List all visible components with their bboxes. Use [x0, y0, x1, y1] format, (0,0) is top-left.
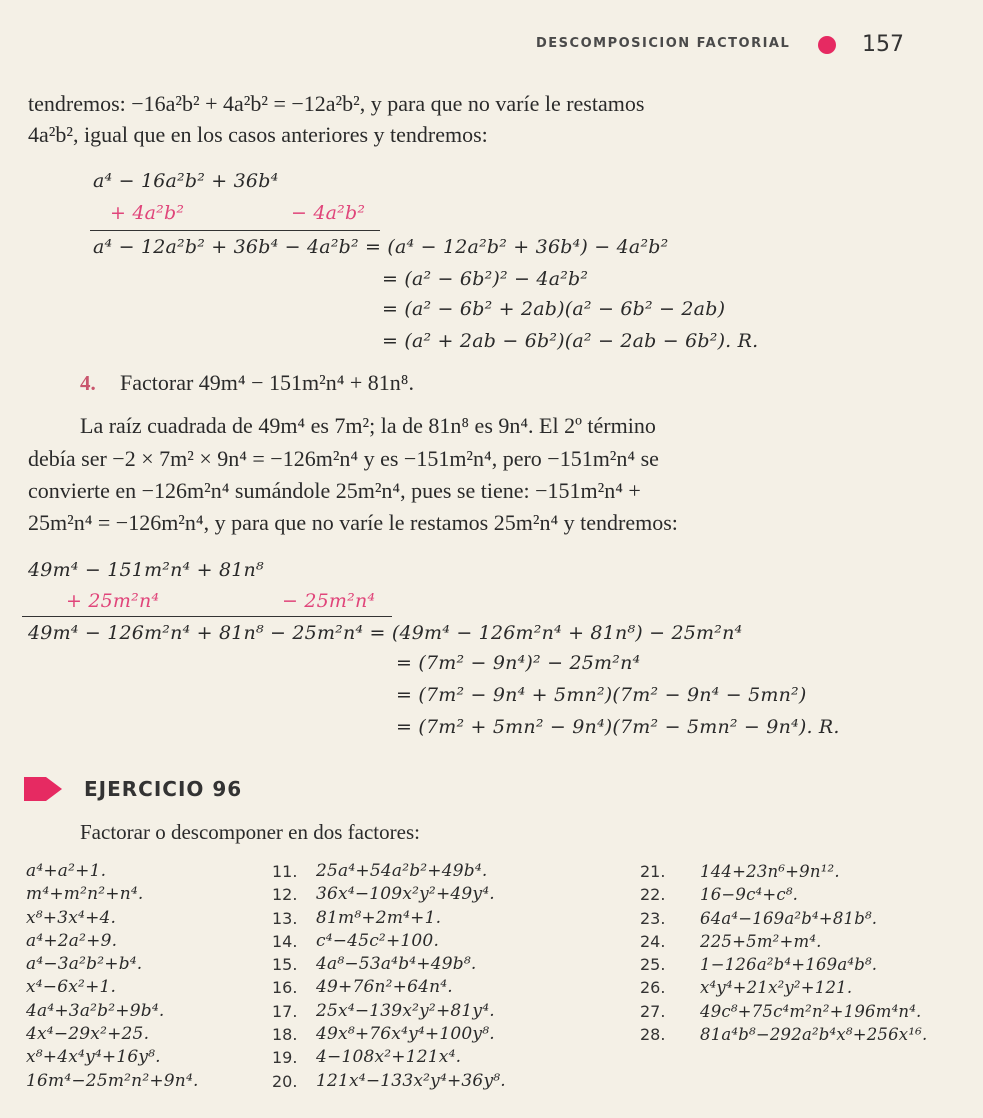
ex3-row3: a⁴ − 12a²b² + 36b⁴ − 4a²b² = (a⁴ − 12a²b² + 36b⁴) − 4a²b²	[93, 236, 669, 258]
exercise-item: 64a⁴−169a²b⁴+81b⁸.	[700, 908, 878, 928]
header-bullet-icon	[818, 36, 836, 54]
p4-row3: 49m⁴ − 126m²n⁴ + 81n⁸ − 25m²n⁴ = (49m⁴ − 126m²n⁴ + 81n⁸) − 25m²n⁴	[28, 622, 743, 644]
p4-row2-add: + 25m²n⁴	[66, 590, 160, 612]
exercise-number: 26.	[640, 978, 666, 998]
exercise-item: 144+23n⁶+9n¹².	[700, 862, 840, 881]
p4-row2-sub: − 25m²n⁴	[282, 590, 376, 612]
exercise-col-2-numbers	[272, 860, 297, 1093]
exercise-item: x⁴y⁴+21x²y²+121.	[700, 978, 853, 998]
problem4-para-2: debía ser −2 × 7m² × 9n⁴ = −126m²n⁴ y es −151m²n⁴, pero −151m²n⁴ se	[28, 446, 659, 471]
exercise-item: a⁴+2a²+9.	[26, 930, 118, 951]
exercise-item: 25a⁴+54a²b²+49b⁴.	[316, 861, 488, 881]
exercise-item: c⁴−45c²+100.	[316, 930, 440, 951]
exercise-marker-icon	[24, 777, 62, 801]
exercise-number: 24.	[640, 931, 666, 951]
ex3-row4: = (a² − 6b²)² − 4a²b²	[382, 268, 589, 290]
exercise-number: 15.	[272, 955, 298, 975]
exercise-number: 16.	[272, 978, 298, 998]
exercise-item: 25x⁴−139x²y²+81y⁴.	[316, 1000, 495, 1021]
ex3-sum-rule	[90, 230, 380, 231]
exercise-item: x⁸+3x⁴+4.	[26, 907, 117, 928]
exercise-item: 49+76n²+64n⁴.	[316, 977, 453, 998]
intro-line-2: 4a²b², igual que en los casos anteriores y tendremos:	[28, 122, 488, 147]
exercise-instruction: Factorar o descomponer en dos factores:	[80, 820, 420, 844]
exercise-item: a⁴−3a²b²+b⁴.	[26, 954, 143, 975]
exercise-item: 36x⁴−109x²y²+49y⁴.	[316, 884, 495, 905]
exercise-item: 49x⁸+76x⁴y⁴+100y⁸.	[316, 1024, 495, 1045]
exercise-number: 25.	[640, 955, 666, 975]
exercise-item: a⁴+a²+1.	[26, 861, 107, 881]
ex3-row1: a⁴ − 16a²b² + 36b⁴	[93, 170, 279, 192]
running-header: DESCOMPOSICION FACTORIAL	[536, 36, 791, 51]
problem4-para-4: 25m²n⁴ = −126m²n⁴, y para que no varíe le restamos 25m²n⁴ y tendremos:	[28, 510, 678, 535]
exercise-number: 20.	[272, 1071, 298, 1091]
exercise-item: x⁴−6x²+1.	[26, 977, 117, 998]
problem-number: 4.	[80, 371, 96, 395]
exercise-item: 16−9c⁴+c⁸.	[700, 885, 799, 905]
p4-row4: = (7m² − 9n⁴)² − 25m²n⁴	[396, 652, 641, 674]
page-number: 157	[862, 32, 904, 57]
p4-sum-rule	[22, 616, 392, 617]
exercise-number: 22.	[640, 885, 666, 905]
exercise-number: 21.	[640, 862, 666, 881]
ex3-row6: = (a² + 2ab − 6b²)(a² − 2ab − 6b²). R.	[382, 330, 759, 352]
p4-row6: = (7m² + 5mn² − 9n⁴)(7m² − 5mn² − 9n⁴). R.	[396, 716, 840, 738]
ex3-row5: = (a² − 6b² + 2ab)(a² − 6b² − 2ab)	[382, 298, 726, 320]
exercise-item: 121x⁴−133x²y⁴+36y⁸.	[316, 1070, 506, 1091]
p4-row1: 49m⁴ − 151m²n⁴ + 81n⁸	[28, 559, 264, 581]
exercise-col-3-numbers	[640, 860, 665, 1046]
exercise-item: 4x⁴−29x²+25.	[26, 1024, 150, 1045]
exercise-item: m⁴+m²n²+n⁴.	[26, 884, 144, 905]
exercise-number: 12.	[272, 885, 298, 905]
exercise-item: 4a⁸−53a⁴b⁴+49b⁸.	[316, 954, 477, 975]
exercise-number: 18.	[272, 1025, 298, 1045]
exercise-number: 11.	[272, 862, 298, 881]
exercise-title: EJERCICIO 96	[84, 777, 243, 801]
exercise-number: 19.	[272, 1048, 298, 1068]
exercise-number: 13.	[272, 908, 298, 928]
exercise-col-3	[700, 860, 927, 1046]
ex3-row2-sub: − 4a²b²	[291, 202, 366, 224]
exercise-item: 16m⁴−25m²n²+9n⁴.	[26, 1070, 199, 1091]
p4-row5: = (7m² − 9n⁴ + 5mn²)(7m² − 9n⁴ − 5mn²)	[396, 684, 807, 706]
exercise-item: 4−108x²+121x⁴.	[316, 1047, 462, 1068]
exercise-item: x⁸+4x⁴y⁴+16y⁸.	[26, 1047, 161, 1068]
ex3-row2-add: + 4a²b²	[110, 202, 185, 224]
exercise-number: 23.	[640, 908, 666, 928]
exercise-number: 28.	[640, 1025, 666, 1045]
exercise-col-1	[26, 860, 199, 1093]
problem-statement: Factorar 49m⁴ − 151m²n⁴ + 81n⁸.	[120, 370, 414, 395]
exercise-col-2	[316, 860, 506, 1093]
exercise-item: 4a⁴+3a²b²+9b⁴.	[26, 1000, 165, 1021]
exercise-number: 27.	[640, 1001, 666, 1021]
intro-line-1: tendremos: −16a²b² + 4a²b² = −12a²b², y para que no varíe le restamos	[28, 91, 645, 116]
exercise-item: 225+5m²+m⁴.	[700, 931, 822, 951]
exercise-item: 1−126a²b⁴+169a⁴b⁸.	[700, 955, 878, 975]
problem4-para-3: convierte en −126m²n⁴ sumándole 25m²n⁴, pues se tiene: −151m²n⁴ +	[28, 478, 641, 503]
problem4-para-1: La raíz cuadrada de 49m⁴ es 7m²; la de 81n⁸ es 9n⁴. El 2º término	[80, 413, 656, 438]
exercise-item: 81a⁴b⁸−292a²b⁴x⁸+256x¹⁶.	[700, 1025, 928, 1045]
exercise-item: 81m⁸+2m⁴+1.	[316, 907, 442, 928]
exercise-number: 17.	[272, 1001, 298, 1021]
exercise-item: 49c⁸+75c⁴m²n²+196m⁴n⁴.	[700, 1001, 922, 1021]
exercise-number: 14.	[272, 931, 298, 951]
